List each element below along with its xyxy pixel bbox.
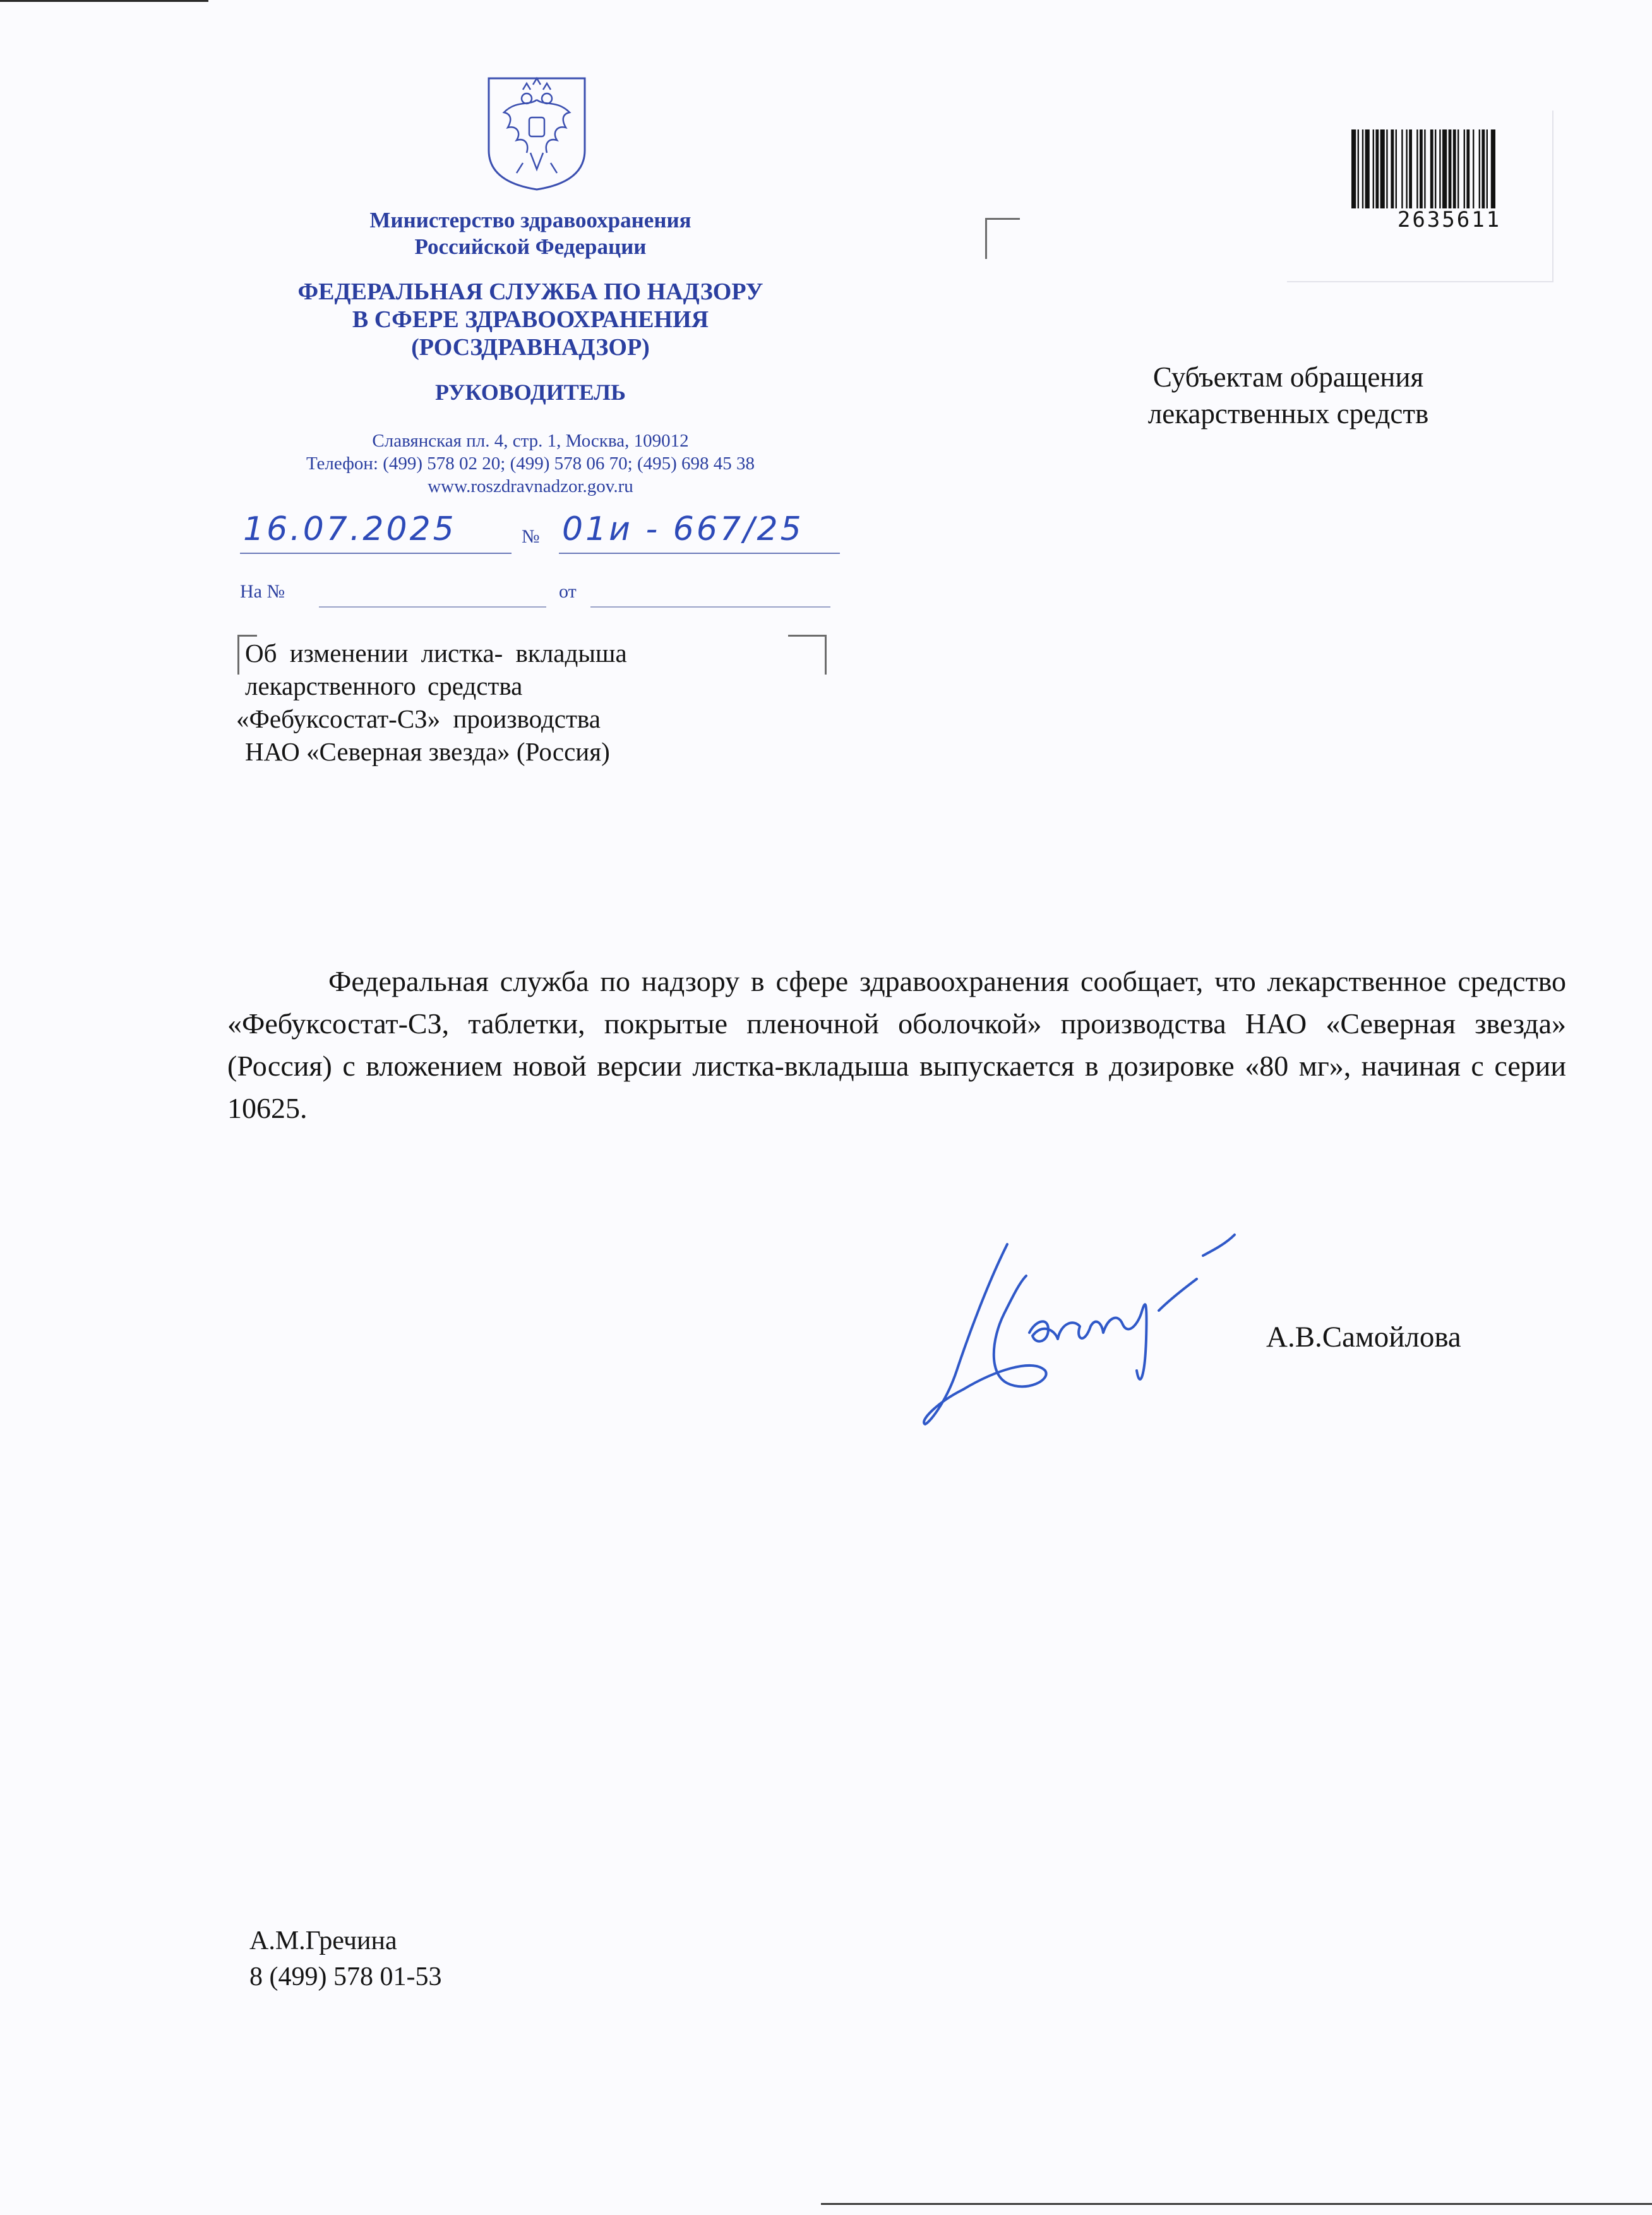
barcode-bar — [1481, 129, 1485, 208]
handwritten-date: 16.07.2025 — [243, 510, 457, 548]
barcode-bar — [1424, 129, 1425, 208]
letter-body — [227, 960, 1566, 1129]
barcode-bar — [1401, 129, 1403, 208]
address-line: Славянская пл. 4, стр. 1, Москва, 109012 — [372, 431, 689, 451]
scan-edge-mark — [821, 2203, 1652, 2205]
barcode-bar — [1449, 129, 1452, 208]
reply-number-line — [319, 606, 546, 608]
barcode-bar — [1358, 129, 1359, 208]
body-paragraph: Федеральная служба по надзору в сфере здравоохранения сообщает, что лекарственное средство «Фебуксостат-СЗ, таблетки, покрытые пленочной оболочкой» производства НАО «Северная звезда» (Россия) с вложением новой версии листка-вкладыша выпускается в дозировке «80 мг», начиная с серии 10625. — [227, 965, 1566, 1124]
barcode-bar — [1365, 129, 1370, 208]
barcode-bar — [1473, 129, 1474, 208]
barcode-bar — [1396, 129, 1397, 208]
barcode — [1351, 129, 1547, 208]
service-line: (РОСЗДРАВНАДЗОР) — [411, 334, 650, 361]
barcode-bar — [1375, 129, 1379, 208]
barcode-bar — [1380, 129, 1385, 208]
coat-of-arms-emblem — [485, 75, 589, 192]
executor-phone: 8 (499) 578 01-53 — [249, 1962, 442, 1991]
addressee-line: Субъектам обращения — [1152, 361, 1424, 393]
barcode-bar — [1479, 129, 1480, 208]
number-underline — [559, 553, 840, 554]
handwritten-reg-number: 01и - 667/25 — [562, 510, 804, 548]
barcode-bar — [1406, 129, 1407, 208]
reply-date-line — [590, 606, 830, 608]
letter-subject — [236, 637, 813, 768]
service-line: В СФЕРЕ ЗДРАВООХРАНЕНИЯ — [352, 306, 709, 333]
reply-date-label: от — [559, 581, 577, 602]
executor-block — [249, 1923, 441, 1995]
date-underline — [240, 553, 512, 554]
head-title: РУКОВОДИТЕЛЬ — [435, 380, 626, 405]
barcode-bar — [1464, 129, 1465, 208]
reply-to-number-label: На № — [240, 581, 285, 602]
barcode-bar — [1487, 129, 1488, 208]
barcode-bar — [1457, 129, 1459, 208]
barcode-bar — [1362, 129, 1363, 208]
barcode-bar — [1439, 129, 1440, 208]
barcode-bar — [1491, 129, 1495, 208]
ministry-line: Российской Федерации — [414, 234, 647, 259]
barcode-bar — [1351, 129, 1356, 208]
barcode-bar — [1435, 129, 1436, 208]
barcode-bar — [1409, 129, 1412, 208]
handwritten-signature — [919, 1213, 1310, 1434]
barcode-bar — [1453, 129, 1456, 208]
executor-name: А.М.Гречина — [249, 1926, 397, 1955]
website-line: www.roszdravnadzor.gov.ru — [428, 476, 633, 496]
ministry-name — [240, 207, 821, 260]
scan-edge-mark — [0, 0, 208, 2]
subject-line: лекарственного средства — [245, 671, 523, 700]
phones-line: Телефон: (499) 578 02 20; (499) 578 06 70; (495) 698 45 38 — [306, 453, 755, 474]
subject-line: НАО «Северная звезда» (Россия) — [245, 737, 610, 766]
subject-line: «Фебуксостат-СЗ» производства — [236, 704, 601, 733]
barcode-bar — [1416, 129, 1418, 208]
barcode-bar — [1430, 129, 1434, 208]
contact-block — [208, 429, 853, 498]
ministry-line: Министерство здравоохранения — [369, 208, 691, 232]
barcode-bar — [1466, 129, 1469, 208]
addressee-line: лекарственных средств — [1147, 398, 1429, 429]
barcode-bar — [1420, 129, 1423, 208]
service-name — [208, 278, 853, 361]
service-line: ФЕДЕРАЛЬНАЯ СЛУЖБА ПО НАДЗОРУ — [297, 279, 763, 305]
barcode-number: 2635611 — [1397, 207, 1502, 232]
number-label: № — [522, 526, 540, 547]
barcode-bar — [1386, 129, 1387, 208]
signer-name: А.В.Самойлова — [1266, 1321, 1461, 1354]
barcode-bar — [1391, 129, 1394, 208]
subject-line: Об изменении листка- вкладыша — [245, 639, 627, 668]
address-corner-mark — [985, 218, 1020, 259]
addressee — [1074, 359, 1503, 432]
barcode-bar — [1373, 129, 1374, 208]
barcode-bar — [1442, 129, 1447, 208]
